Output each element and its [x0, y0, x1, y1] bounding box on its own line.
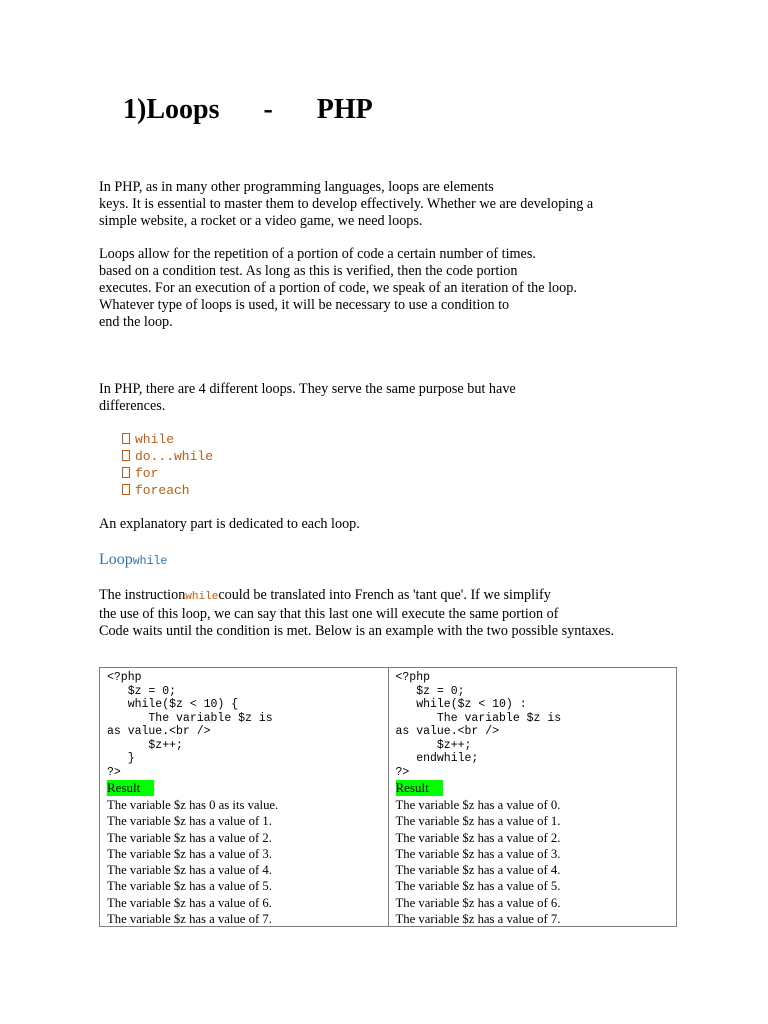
- list-item-label: for: [135, 466, 159, 481]
- output-line: The variable $z has a value of 6.: [395, 895, 561, 910]
- output-line: The variable $z has a value of 2.: [107, 830, 272, 845]
- text-line: Whatever type of loops is used, it will be necessary to use a condition to: [99, 297, 510, 313]
- desc-prefix: The instruction: [99, 587, 186, 603]
- output-line: The variable $z has a value of 4.: [395, 863, 561, 878]
- explanatory-note: [99, 516, 360, 533]
- text-line: An explanatory part is dedicated to each loop.: [99, 516, 360, 532]
- text-line: differences.: [99, 398, 166, 414]
- text-line: simple website, a rocket or a video game, we need loops.: [99, 213, 423, 229]
- text-line: the use of this loop, we can say that this last one will execute the same portion of: [99, 606, 559, 622]
- output-list: [107, 797, 388, 927]
- list-item-label: while: [135, 432, 175, 447]
- code-block: <?php $z = 0; while($z < 10) : The variable $z is as value.<br /> $z++; endwhile; ?>: [395, 671, 562, 779]
- output-line: The variable $z has a value of 7.: [395, 912, 561, 927]
- list-item-label: foreach: [135, 483, 190, 498]
- output-line: The variable $z has a value of 7.: [107, 912, 272, 927]
- title-loops: 1)Loops: [123, 94, 220, 125]
- list-item: [122, 431, 213, 448]
- output-line: The variable $z has a value of 0.: [395, 798, 561, 812]
- section-heading-while: [99, 550, 167, 572]
- text-line: Loops allow for the repetition of a portion of code a certain number of times.: [99, 246, 536, 262]
- output-line: The variable $z has a value of 4.: [107, 863, 272, 878]
- output-list: [396, 797, 677, 927]
- examples-table: [99, 667, 677, 927]
- text-line: Code waits until the condition is met. Below is an example with the two possible syntaxes.: [99, 623, 615, 639]
- example-cell-alt-syntax: [388, 668, 677, 926]
- title-dash: -: [263, 94, 273, 125]
- loop-types-list: [122, 431, 213, 499]
- output-line: The variable $z has a value of 5.: [395, 879, 561, 894]
- intro-paragraph-3: [99, 381, 516, 415]
- output-line: The variable $z has a value of 3.: [395, 846, 561, 861]
- bullet-icon: [122, 433, 130, 444]
- page-title: [123, 92, 373, 128]
- text-line: end the loop.: [99, 314, 173, 330]
- desc-suffix: could be translated into French as 'tant que'. If we simplify: [218, 587, 551, 603]
- output-line: The variable $z has a value of 6.: [107, 895, 272, 910]
- bullet-icon: [122, 484, 130, 495]
- bullet-icon: [122, 467, 130, 478]
- output-line: The variable $z has a value of 1.: [107, 814, 272, 829]
- code-block: <?php $z = 0; while($z < 10) { The variable $z is as value.<br /> $z++; } ?>: [107, 671, 273, 779]
- list-item: [122, 465, 213, 482]
- example-cell-braces: [100, 668, 388, 926]
- list-item: [122, 448, 213, 465]
- heading-code: while: [132, 555, 168, 568]
- result-label: Result: [107, 780, 154, 796]
- text-line: based on a condition test. As long as this is verified, then the code portion: [99, 263, 518, 279]
- list-item: [122, 482, 213, 499]
- text-line: In PHP, as in many other programming languages, loops are elements: [99, 179, 494, 195]
- inline-code: while: [185, 591, 219, 603]
- output-line: The variable $z has 0 as its value.: [107, 798, 279, 812]
- intro-paragraph-1: [99, 179, 593, 230]
- output-line: The variable $z has a value of 2.: [395, 830, 561, 845]
- text-line: [99, 587, 614, 606]
- output-line: The variable $z has a value of 5.: [107, 879, 272, 894]
- while-description: [99, 587, 614, 640]
- heading-text: Loop: [99, 551, 133, 568]
- text-line: executes. For an execution of a portion of code, we speak of an iteration of the loop.: [99, 280, 577, 296]
- result-label: Result: [396, 780, 443, 796]
- bullet-icon: [122, 450, 130, 461]
- intro-paragraph-2: [99, 246, 577, 331]
- text-line: In PHP, there are 4 different loops. They serve the same purpose but have: [99, 381, 516, 397]
- text-line: keys. It is essential to master them to develop effectively. Whether we are developing a: [99, 196, 594, 212]
- title-php: PHP: [316, 94, 373, 125]
- list-item-label: do...while: [135, 449, 214, 464]
- output-line: The variable $z has a value of 3.: [107, 846, 272, 861]
- output-line: The variable $z has a value of 1.: [395, 814, 561, 829]
